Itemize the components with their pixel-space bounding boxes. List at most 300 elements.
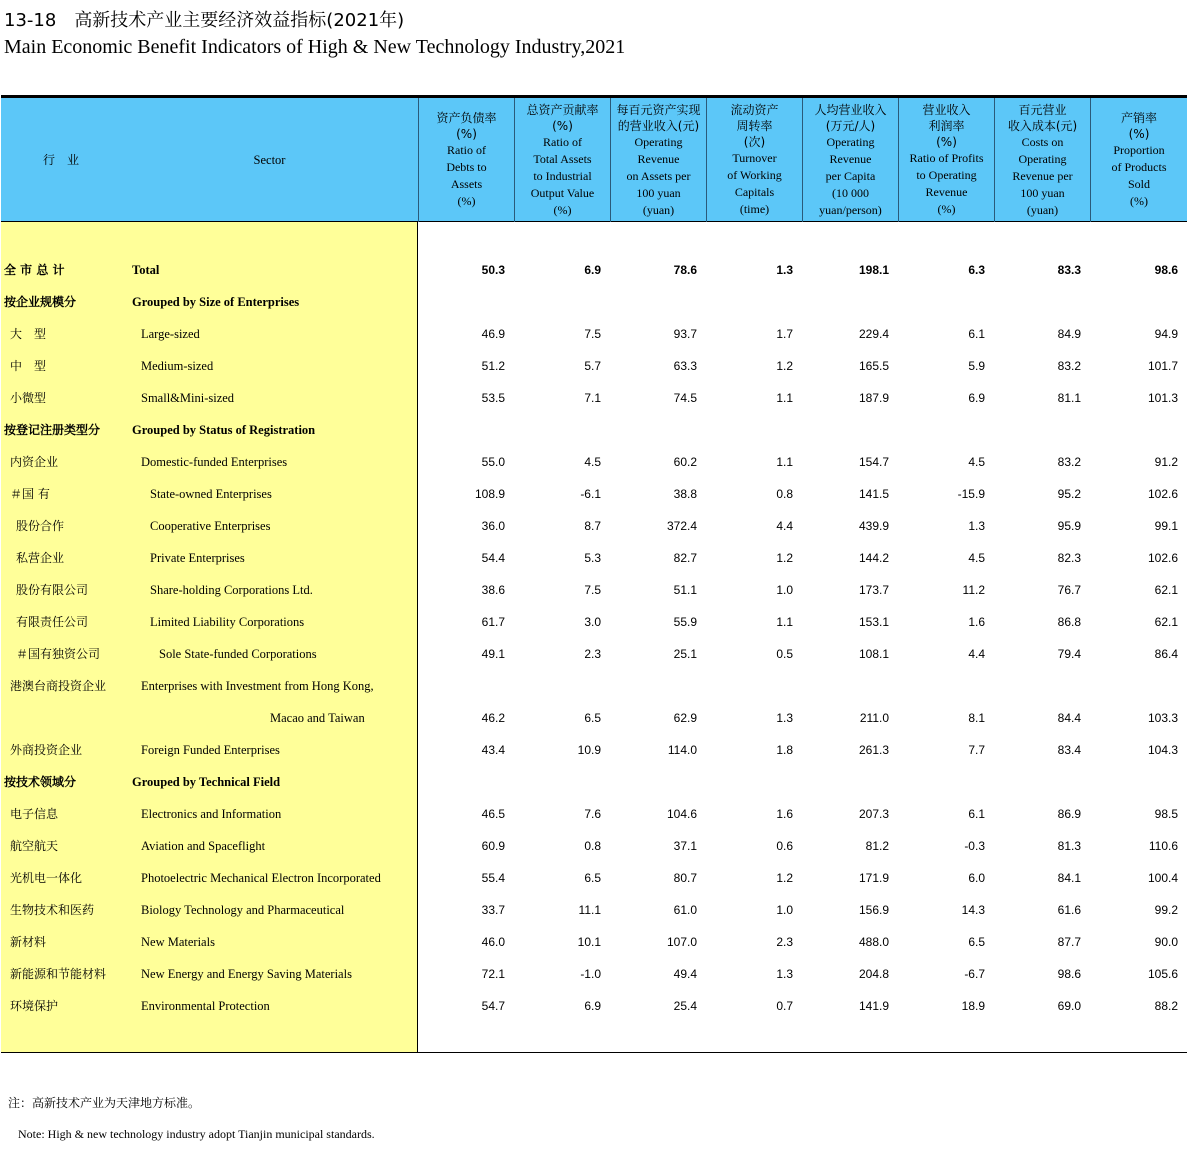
cell-sales-ratio: 103.3 — [1147, 711, 1178, 725]
row-label-en: Environmental Protection — [141, 999, 270, 1013]
cell-asset-contribution: 7.5 — [584, 583, 601, 597]
table-number: 13-18 — [4, 10, 57, 31]
cell-debt-ratio: 108.9 — [474, 487, 505, 501]
cell-revenue-per-assets: 372.4 — [666, 519, 697, 533]
cell-revenue-per-capita: 173.7 — [858, 583, 889, 597]
row-label-cn: 股份合作 — [16, 519, 65, 533]
header-en-line: Sold — [1127, 177, 1150, 191]
table-row — [1, 254, 1187, 286]
cell-sales-ratio: 91.2 — [1154, 455, 1178, 469]
cell-sales-ratio: 101.3 — [1147, 391, 1178, 405]
table-row — [1, 670, 1187, 702]
cell-cost-per-revenue: 83.2 — [1057, 359, 1081, 373]
cell-revenue-per-capita: 153.1 — [858, 615, 889, 629]
cell-debt-ratio: 49.1 — [481, 647, 505, 661]
cell-revenue-per-capita: 207.3 — [858, 807, 889, 821]
header-en-line: Costs on — [1021, 134, 1064, 149]
row-label-en: Enterprises with Investment from Hong Kong, — [141, 679, 374, 693]
cell-revenue-per-assets: 38.8 — [673, 487, 697, 501]
cell-revenue-per-assets: 51.1 — [673, 583, 697, 597]
cell-sales-ratio: 62.1 — [1154, 583, 1178, 597]
cell-profit-ratio: 7.7 — [968, 743, 985, 757]
cell-debt-ratio: 54.4 — [481, 551, 505, 565]
cell-revenue-per-assets: 25.1 — [673, 647, 697, 661]
row-label-en: Total — [132, 263, 160, 277]
header-en-line: yuan/person) — [819, 202, 882, 217]
cell-profit-ratio: 1.6 — [968, 615, 985, 629]
header-cn-line: 百元营业 — [1018, 102, 1067, 117]
header-en-line: Revenue per — [1012, 168, 1073, 183]
cell-revenue-per-assets: 114.0 — [667, 743, 697, 757]
cell-asset-contribution: 7.1 — [584, 391, 601, 405]
table-row — [1, 478, 1187, 510]
cell-profit-ratio: 6.1 — [968, 807, 985, 821]
header-turnover — [706, 98, 802, 222]
row-label-en: Large-sized — [141, 327, 200, 341]
table-row — [1, 702, 1187, 734]
row-label-cn: 全 市 总 计 — [4, 263, 65, 277]
cell-revenue-per-assets: 37.1 — [673, 839, 697, 853]
header-en-line: of Products — [1111, 160, 1167, 174]
cell-asset-contribution: -1.0 — [580, 967, 601, 981]
cell-revenue-per-capita: 141.9 — [858, 999, 889, 1013]
cell-cost-per-revenue: 69.0 — [1057, 999, 1081, 1013]
cell-sales-ratio: 86.4 — [1154, 647, 1178, 661]
header-industry — [1, 98, 121, 222]
cell-revenue-per-assets: 93.7 — [673, 327, 697, 341]
row-label-cn: 按企业规模分 — [4, 295, 77, 309]
cell-cost-per-revenue: 79.4 — [1057, 647, 1081, 661]
header-en-line: per Capita — [825, 168, 876, 183]
cell-profit-ratio: 11.2 — [962, 583, 985, 597]
header-en-line: Operating — [1018, 151, 1067, 166]
row-label-cn: 港澳台商投资企业 — [10, 679, 107, 693]
row-label-en: Private Enterprises — [150, 551, 245, 565]
cell-turnover: 1.6 — [776, 807, 793, 821]
cell-revenue-per-assets: 82.7 — [673, 551, 697, 565]
table-row — [1, 766, 1187, 798]
cell-turnover: 1.3 — [776, 263, 793, 277]
row-label-en: Share-holding Corporations Ltd. — [150, 583, 313, 597]
cell-cost-per-revenue: 86.9 — [1057, 807, 1081, 821]
header-en-line: (10 000 — [831, 185, 869, 200]
cell-cost-per-revenue: 84.1 — [1057, 871, 1081, 885]
header-en-line: (%) — [937, 202, 956, 216]
header-en-line: (time) — [739, 202, 770, 216]
cell-asset-contribution: 10.9 — [577, 743, 601, 757]
cell-revenue-per-assets: 49.4 — [673, 967, 697, 981]
cell-profit-ratio: 6.5 — [968, 935, 985, 949]
cell-debt-ratio: 61.7 — [481, 615, 505, 629]
title-cn-text: 高新技术产业主要经济效益指标(2021年) — [74, 10, 405, 31]
cell-sales-ratio: 88.2 — [1154, 999, 1178, 1013]
cell-debt-ratio: 55.0 — [481, 455, 505, 469]
cell-revenue-per-capita: 165.5 — [858, 359, 889, 373]
cell-revenue-per-capita: 81.2 — [865, 839, 889, 853]
table-header — [1, 95, 1187, 222]
row-label-cn: 新能源和节能材料 — [10, 967, 107, 981]
header-en-line: Revenue — [637, 151, 680, 166]
cell-turnover: 0.6 — [776, 839, 793, 853]
cell-sales-ratio: 110.6 — [1148, 839, 1178, 853]
row-label-en: Grouped by Size of Enterprises — [132, 295, 300, 309]
cell-cost-per-revenue: 84.4 — [1057, 711, 1081, 725]
cell-asset-contribution: 6.9 — [584, 999, 601, 1013]
header-sector-label: Sector — [253, 152, 286, 167]
cell-asset-contribution: 11.1 — [578, 903, 601, 917]
table-row — [1, 958, 1187, 990]
table-row — [1, 894, 1187, 926]
cell-cost-per-revenue: 81.3 — [1057, 839, 1081, 853]
cell-profit-ratio: 6.3 — [968, 263, 985, 277]
table-title-cn — [4, 6, 404, 32]
row-label-en: Aviation and Spaceflight — [141, 839, 266, 853]
cell-turnover: 1.2 — [776, 871, 793, 885]
cell-revenue-per-assets: 25.4 — [673, 999, 697, 1013]
cell-revenue-per-capita: 439.9 — [858, 519, 889, 533]
cell-sales-ratio: 90.0 — [1154, 935, 1178, 949]
cell-cost-per-revenue: 87.7 — [1057, 935, 1081, 949]
cell-debt-ratio: 33.7 — [481, 903, 505, 917]
header-cn-line: 产销率 — [1120, 111, 1157, 125]
cell-debt-ratio: 46.0 — [481, 935, 505, 949]
cell-turnover: 1.3 — [776, 711, 793, 725]
table-row — [1, 606, 1187, 638]
cell-asset-contribution: 6.9 — [584, 263, 601, 277]
cell-profit-ratio: 5.9 — [968, 359, 985, 373]
cell-sales-ratio: 102.6 — [1147, 551, 1178, 565]
row-label-en: Domestic-funded Enterprises — [141, 455, 288, 469]
header-en-line: Revenue — [829, 151, 872, 166]
header-sales-ratio — [1090, 98, 1187, 222]
cell-turnover: 0.5 — [776, 647, 793, 661]
cell-revenue-per-assets: 78.6 — [673, 263, 697, 277]
header-sector — [121, 98, 418, 222]
cell-sales-ratio: 104.3 — [1147, 743, 1178, 757]
header-industry-label: 行 业 — [42, 153, 79, 167]
cell-asset-contribution: 7.6 — [584, 807, 601, 821]
cell-cost-per-revenue: 95.2 — [1057, 487, 1081, 501]
header-profit-ratio — [898, 98, 994, 222]
table-title-en: Main Economic Benefit Indicators of High & New Technology Industry,2021 — [4, 36, 626, 58]
header-en-line: to Operating — [916, 168, 977, 182]
cell-turnover: 1.2 — [776, 359, 793, 373]
cell-profit-ratio: 8.1 — [968, 711, 985, 725]
cell-sales-ratio: 100.4 — [1147, 871, 1178, 885]
row-label-cn: 按技术领域分 — [4, 775, 77, 789]
cell-revenue-per-assets: 80.7 — [673, 871, 697, 885]
header-cn-line: 流动资产 — [730, 103, 779, 117]
row-label-en: Grouped by Status of Registration — [132, 423, 316, 437]
cell-turnover: 1.7 — [776, 327, 793, 341]
cell-asset-contribution: 7.5 — [584, 327, 601, 341]
cell-turnover: 2.3 — [776, 935, 793, 949]
table-row — [1, 926, 1187, 958]
cell-profit-ratio: -6.7 — [964, 967, 985, 981]
cell-profit-ratio: 4.5 — [968, 455, 985, 469]
row-label-cn: 生物技术和医药 — [10, 903, 95, 917]
cell-profit-ratio: 14.3 — [961, 903, 985, 917]
header-en-line: to Industrial — [533, 168, 592, 183]
cell-revenue-per-assets: 61.0 — [673, 903, 697, 917]
header-revenue-per-assets — [610, 98, 706, 222]
cell-cost-per-revenue: 83.3 — [1057, 263, 1081, 277]
row-label-en: New Energy and Energy Saving Materials — [141, 967, 352, 981]
cell-sales-ratio: 98.6 — [1154, 263, 1178, 277]
row-label-cn: 电子信息 — [10, 807, 59, 821]
cell-revenue-per-capita: 141.5 — [858, 487, 889, 501]
cell-asset-contribution: 5.7 — [584, 359, 601, 373]
table-row — [1, 990, 1187, 1022]
indicator-table — [1, 95, 1187, 1053]
header-en-line: (%) — [553, 202, 572, 217]
cell-cost-per-revenue: 81.1 — [1057, 391, 1081, 405]
header-en-line: (yuan) — [642, 202, 675, 217]
header-cn-line: 利润率 — [928, 119, 965, 133]
cell-debt-ratio: 46.5 — [481, 807, 505, 821]
cell-turnover: 1.0 — [776, 903, 793, 917]
cell-profit-ratio: 4.4 — [968, 647, 985, 661]
row-label-en: Photoelectric Mechanical Electron Incorporated — [141, 871, 381, 885]
row-label-cn: 按登记注册类型分 — [4, 423, 101, 437]
cell-revenue-per-capita: 144.2 — [858, 551, 889, 565]
header-en-line: Ratio of Profits — [909, 151, 984, 165]
cell-debt-ratio: 60.9 — [481, 839, 505, 853]
cell-profit-ratio: 6.9 — [968, 391, 985, 405]
row-label-cn: 中 型 — [10, 359, 47, 373]
cell-asset-contribution: -6.1 — [580, 487, 601, 501]
cell-turnover: 4.4 — [776, 519, 793, 533]
cell-revenue-per-assets: 104.6 — [666, 807, 697, 821]
cell-revenue-per-assets: 74.5 — [673, 391, 697, 405]
row-label-cn: 航空航天 — [10, 839, 59, 853]
row-label-cn: 股份有限公司 — [16, 583, 89, 597]
row-label-en: Cooperative Enterprises — [150, 519, 271, 533]
cell-debt-ratio: 38.6 — [481, 583, 505, 597]
table-row — [1, 862, 1187, 894]
table-row — [1, 830, 1187, 862]
header-cn-line: 总资产贡献率 — [526, 102, 599, 117]
footnote-cn: 注：高新技术产业为天津地方标准。 — [8, 1096, 201, 1110]
table-row — [1, 350, 1187, 382]
row-label-en: New Materials — [141, 935, 215, 949]
header-cn-line: 资产负债率 — [436, 111, 497, 125]
row-label-en: State-owned Enterprises — [150, 487, 272, 501]
cell-profit-ratio: 1.3 — [968, 519, 985, 533]
header-cn-line: (万元/人) — [825, 118, 876, 133]
cell-turnover: 1.1 — [776, 391, 793, 405]
cell-profit-ratio: 4.5 — [968, 551, 985, 565]
cell-revenue-per-capita: 488.0 — [858, 935, 889, 949]
header-en-line: Ratio of — [446, 143, 486, 157]
row-label-cn: 大 型 — [10, 327, 47, 341]
cell-turnover: 0.7 — [776, 999, 793, 1013]
header-debt-ratio — [418, 98, 514, 222]
row-label-en: Small&Mini-sized — [141, 391, 235, 405]
cell-profit-ratio: 6.1 — [968, 327, 985, 341]
header-en-line: (yuan) — [1026, 202, 1059, 217]
cell-debt-ratio: 50.3 — [481, 263, 505, 277]
cell-cost-per-revenue: 98.6 — [1057, 967, 1081, 981]
row-label-en: Sole State-funded Corporations — [159, 647, 317, 661]
cell-turnover: 0.8 — [776, 487, 793, 501]
header-en-line: Turnover — [732, 151, 777, 165]
table-row — [1, 414, 1187, 446]
cell-asset-contribution: 6.5 — [584, 871, 601, 885]
cell-profit-ratio: 18.9 — [961, 999, 985, 1013]
table-row — [1, 318, 1187, 350]
cell-revenue-per-assets: 60.2 — [673, 455, 697, 469]
row-label-cn: 小微型 — [10, 391, 47, 405]
cell-cost-per-revenue: 95.9 — [1057, 519, 1081, 533]
cell-debt-ratio: 46.2 — [481, 711, 505, 725]
row-label-cn: 外商投资企业 — [10, 743, 83, 757]
header-cn-line: (%) — [1128, 127, 1150, 141]
cell-debt-ratio: 46.9 — [481, 327, 505, 341]
cell-profit-ratio: -0.3 — [964, 839, 985, 853]
cell-revenue-per-capita: 171.9 — [858, 871, 889, 885]
cell-debt-ratio: 55.4 — [481, 871, 505, 885]
header-en-line: 100 yuan — [1020, 185, 1065, 200]
cell-revenue-per-capita: 154.7 — [858, 455, 889, 469]
cell-cost-per-revenue: 76.7 — [1057, 583, 1081, 597]
cell-asset-contribution: 3.0 — [584, 615, 601, 629]
footnote-en: Note: High & new technology industry adopt Tianjin municipal standards. — [18, 1127, 375, 1141]
table-row — [1, 638, 1187, 670]
cell-asset-contribution: 4.5 — [584, 455, 601, 469]
cell-revenue-per-assets: 63.3 — [673, 359, 697, 373]
header-cn-line: (%) — [456, 127, 477, 141]
cell-sales-ratio: 94.9 — [1154, 327, 1178, 341]
cell-sales-ratio: 99.2 — [1154, 903, 1178, 917]
cell-sales-ratio: 99.1 — [1154, 519, 1178, 533]
cell-cost-per-revenue: 83.4 — [1057, 743, 1081, 757]
cell-turnover: 1.3 — [776, 967, 793, 981]
cell-cost-per-revenue: 84.9 — [1057, 327, 1081, 341]
cell-revenue-per-capita: 229.4 — [858, 327, 889, 341]
cell-turnover: 1.8 — [776, 743, 793, 757]
row-label-cn: 私营企业 — [16, 551, 65, 565]
cell-revenue-per-capita: 204.8 — [858, 967, 889, 981]
cell-cost-per-revenue: 61.6 — [1057, 903, 1081, 917]
cell-debt-ratio: 43.4 — [481, 743, 505, 757]
header-en-line: Total Assets — [533, 151, 592, 166]
row-label-cn: ＃国 有 — [10, 487, 50, 501]
table-row — [1, 734, 1187, 766]
cell-revenue-per-assets: 107.0 — [666, 935, 697, 949]
cell-turnover: 1.0 — [776, 583, 793, 597]
header-en-line: Capitals — [734, 185, 775, 199]
table-row — [1, 286, 1187, 318]
header-en-line: Debts to — [446, 160, 487, 174]
table-row — [1, 510, 1187, 542]
cell-debt-ratio: 54.7 — [481, 999, 505, 1013]
header-cost-per-revenue — [994, 98, 1090, 222]
row-label-cn: ＃国有独资公司 — [16, 647, 101, 661]
cell-asset-contribution: 0.8 — [584, 839, 601, 853]
header-en-line: of Working — [727, 168, 782, 182]
header-en-line: (%) — [1130, 194, 1148, 208]
header-en-line: Revenue — [925, 185, 968, 199]
header-en-line: (%) — [457, 194, 476, 208]
header-cn-line: 每百元资产实现 — [616, 102, 701, 117]
cell-asset-contribution: 6.5 — [584, 711, 601, 725]
cell-turnover: 1.2 — [776, 551, 793, 565]
table-row — [1, 382, 1187, 414]
cell-debt-ratio: 53.5 — [481, 391, 505, 405]
cell-revenue-per-assets: 55.9 — [673, 615, 697, 629]
cell-revenue-per-capita: 187.9 — [858, 391, 889, 405]
row-label-cn: 环境保护 — [10, 999, 59, 1013]
cell-profit-ratio: -15.9 — [957, 487, 985, 501]
header-en-line: Operating — [826, 134, 875, 149]
row-label-cn: 光机电一体化 — [10, 871, 83, 885]
cell-debt-ratio: 36.0 — [481, 519, 505, 533]
cell-asset-contribution: 2.3 — [584, 647, 601, 661]
header-en-line: 100 yuan — [636, 185, 681, 200]
header-en-line: Assets — [450, 177, 483, 191]
row-label-en: Macao and Taiwan — [270, 711, 365, 725]
cell-asset-contribution: 5.3 — [584, 551, 601, 565]
cell-sales-ratio: 105.6 — [1147, 967, 1178, 981]
cell-revenue-per-assets: 62.9 — [673, 711, 697, 725]
row-label-en: Medium-sized — [141, 359, 214, 373]
cell-turnover: 1.1 — [776, 455, 793, 469]
header-cn-line: 的营业收入(元) — [617, 118, 700, 133]
cell-turnover: 1.1 — [776, 615, 793, 629]
cell-revenue-per-capita: 261.3 — [858, 743, 889, 757]
table-row — [1, 542, 1187, 574]
header-en-line: Ratio of — [542, 134, 582, 149]
header-en-line: Operating — [634, 134, 683, 149]
cell-sales-ratio: 62.1 — [1154, 615, 1178, 629]
cell-cost-per-revenue: 83.2 — [1057, 455, 1081, 469]
header-cn-line: 收入成本(元) — [1007, 118, 1078, 133]
table-row — [1, 798, 1187, 830]
header-revenue-per-capita — [802, 98, 898, 222]
table-row — [1, 446, 1187, 478]
row-label-cn: 有限责任公司 — [16, 615, 89, 629]
header-cn-line: (次) — [743, 135, 766, 149]
header-en-line: on Assets per — [626, 168, 691, 183]
header-en-line: Output Value — [530, 185, 595, 200]
header-cn-line: (%) — [552, 118, 573, 133]
header-cn-line: 人均营业收入 — [814, 102, 887, 117]
cell-sales-ratio: 101.7 — [1147, 359, 1178, 373]
header-cn-line: 周转率 — [736, 119, 773, 133]
row-label-cn: 内资企业 — [10, 455, 59, 469]
cell-revenue-per-capita: 108.1 — [858, 647, 889, 661]
row-label-en: Limited Liability Corporations — [150, 615, 305, 629]
cell-sales-ratio: 102.6 — [1147, 487, 1178, 501]
header-cn-line: (%) — [936, 135, 957, 149]
cell-cost-per-revenue: 82.3 — [1057, 551, 1081, 565]
cell-debt-ratio: 72.1 — [481, 967, 505, 981]
row-label-en: Electronics and Information — [141, 807, 282, 821]
cell-revenue-per-capita: 211.0 — [859, 711, 889, 725]
cell-revenue-per-capita: 198.1 — [858, 263, 889, 277]
header-asset-contribution — [514, 98, 610, 222]
cell-profit-ratio: 6.0 — [968, 871, 985, 885]
cell-asset-contribution: 8.7 — [584, 519, 601, 533]
table-row — [1, 574, 1187, 606]
header-cn-line: 营业收入 — [922, 103, 971, 117]
header-en-line: Proportion — [1113, 143, 1165, 157]
cell-revenue-per-capita: 156.9 — [858, 903, 889, 917]
cell-sales-ratio: 98.5 — [1154, 807, 1178, 821]
cell-cost-per-revenue: 86.8 — [1057, 615, 1081, 629]
cell-debt-ratio: 51.2 — [481, 359, 505, 373]
